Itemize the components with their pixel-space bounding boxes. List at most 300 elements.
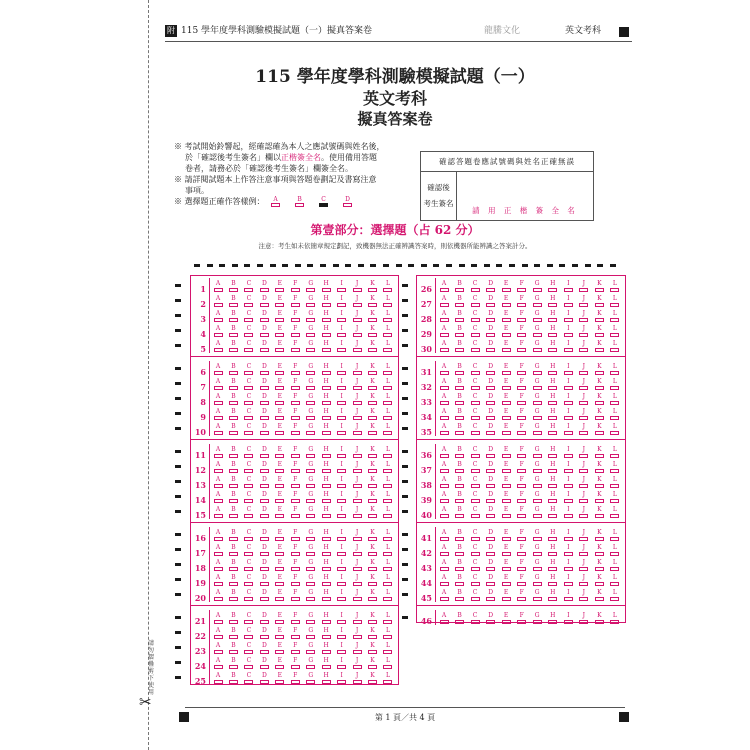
answer-bubble[interactable]: A (438, 364, 450, 376)
answer-bubble[interactable]: A (438, 560, 450, 572)
answer-bubble[interactable]: I (336, 673, 348, 685)
answer-bubble[interactable]: L (609, 560, 621, 572)
signature-field[interactable]: 請 用 正 楷 簽 全 名 (472, 206, 578, 215)
answer-bubble[interactable]: B (227, 311, 239, 323)
answer-bubble[interactable]: G (305, 296, 317, 308)
answer-bubble[interactable]: L (382, 477, 394, 489)
answer-bubble[interactable]: K (593, 311, 605, 323)
answer-bubble[interactable]: L (609, 530, 621, 542)
answer-bubble[interactable]: F (289, 424, 301, 436)
answer-bubble[interactable]: E (274, 296, 286, 308)
answer-bubble[interactable]: D (485, 530, 497, 542)
answer-bubble[interactable]: I (336, 281, 348, 293)
answer-bubble[interactable]: I (336, 326, 348, 338)
answer-bubble[interactable]: H (547, 281, 559, 293)
answer-bubble[interactable]: J (578, 296, 590, 308)
answer-bubble[interactable]: A (212, 673, 224, 685)
answer-bubble[interactable]: C (243, 409, 255, 421)
answer-bubble[interactable]: D (485, 590, 497, 602)
answer-bubble[interactable]: B (227, 424, 239, 436)
answer-bubble[interactable]: H (320, 628, 332, 640)
answer-bubble[interactable]: E (274, 341, 286, 353)
answer-bubble[interactable]: K (593, 326, 605, 338)
answer-bubble[interactable]: D (258, 379, 270, 391)
answer-bubble[interactable]: E (500, 613, 512, 625)
answer-bubble[interactable]: I (562, 545, 574, 557)
answer-bubble[interactable]: L (382, 575, 394, 587)
answer-bubble[interactable]: C (243, 424, 255, 436)
answer-bubble[interactable]: E (274, 628, 286, 640)
answer-bubble[interactable]: A (212, 613, 224, 625)
answer-bubble[interactable]: D (485, 394, 497, 406)
answer-bubble[interactable]: J (578, 590, 590, 602)
answer-bubble[interactable]: E (500, 394, 512, 406)
answer-bubble[interactable]: F (289, 447, 301, 459)
answer-bubble[interactable]: B (454, 530, 466, 542)
answer-bubble[interactable]: E (274, 281, 286, 293)
answer-bubble[interactable]: L (609, 590, 621, 602)
answer-bubble[interactable]: K (593, 281, 605, 293)
answer-bubble[interactable]: K (593, 364, 605, 376)
answer-bubble[interactable]: K (593, 590, 605, 602)
answer-bubble[interactable]: E (500, 326, 512, 338)
answer-bubble[interactable]: B (454, 613, 466, 625)
answer-bubble[interactable]: H (547, 364, 559, 376)
answer-bubble[interactable]: D (258, 409, 270, 421)
answer-bubble[interactable]: B (454, 477, 466, 489)
answer-bubble[interactable]: K (367, 447, 379, 459)
answer-bubble[interactable]: H (320, 409, 332, 421)
answer-bubble[interactable]: C (469, 379, 481, 391)
answer-bubble[interactable]: J (578, 326, 590, 338)
answer-bubble[interactable]: G (305, 424, 317, 436)
answer-bubble[interactable]: K (367, 613, 379, 625)
answer-bubble[interactable]: D (258, 628, 270, 640)
answer-bubble[interactable]: C (469, 507, 481, 519)
answer-bubble[interactable]: D (485, 424, 497, 436)
answer-bubble[interactable]: G (305, 281, 317, 293)
answer-bubble[interactable]: D (485, 462, 497, 474)
answer-bubble[interactable]: B (227, 613, 239, 625)
answer-bubble[interactable]: K (367, 424, 379, 436)
answer-bubble[interactable]: K (367, 560, 379, 572)
answer-bubble[interactable]: A (438, 326, 450, 338)
answer-bubble[interactable]: K (367, 394, 379, 406)
answer-bubble[interactable]: G (531, 281, 543, 293)
answer-bubble[interactable]: E (500, 364, 512, 376)
answer-bubble[interactable]: I (336, 462, 348, 474)
answer-bubble[interactable]: J (351, 507, 363, 519)
answer-bubble[interactable]: J (578, 477, 590, 489)
answer-bubble[interactable]: E (500, 545, 512, 557)
answer-bubble[interactable]: A (212, 643, 224, 655)
answer-bubble[interactable]: E (500, 575, 512, 587)
answer-bubble[interactable]: H (320, 394, 332, 406)
answer-bubble[interactable]: L (609, 613, 621, 625)
answer-bubble[interactable]: G (305, 658, 317, 670)
answer-bubble[interactable]: D (258, 462, 270, 474)
answer-bubble[interactable]: L (382, 560, 394, 572)
answer-bubble[interactable]: E (274, 424, 286, 436)
answer-bubble[interactable]: C (243, 394, 255, 406)
answer-bubble[interactable]: K (593, 560, 605, 572)
answer-bubble[interactable]: F (289, 281, 301, 293)
answer-bubble[interactable]: A (212, 296, 224, 308)
answer-bubble[interactable]: I (336, 409, 348, 421)
answer-bubble[interactable]: C (243, 628, 255, 640)
answer-bubble[interactable]: B (454, 311, 466, 323)
answer-bubble[interactable]: I (336, 424, 348, 436)
answer-bubble[interactable]: H (547, 296, 559, 308)
answer-bubble[interactable]: B (454, 379, 466, 391)
answer-bubble[interactable]: H (547, 545, 559, 557)
answer-bubble[interactable]: E (274, 560, 286, 572)
answer-bubble[interactable]: D (258, 311, 270, 323)
answer-bubble[interactable]: I (562, 575, 574, 587)
answer-bubble[interactable]: H (547, 507, 559, 519)
answer-bubble[interactable]: I (336, 643, 348, 655)
answer-bubble[interactable]: L (382, 409, 394, 421)
answer-bubble[interactable]: E (274, 326, 286, 338)
answer-bubble[interactable]: C (469, 462, 481, 474)
answer-bubble[interactable]: F (289, 673, 301, 685)
answer-bubble[interactable]: A (438, 575, 450, 587)
answer-bubble[interactable]: L (382, 613, 394, 625)
answer-bubble[interactable]: H (320, 590, 332, 602)
answer-bubble[interactable]: F (516, 326, 528, 338)
answer-bubble[interactable]: C (243, 477, 255, 489)
answer-bubble[interactable]: E (274, 545, 286, 557)
answer-bubble[interactable]: G (531, 364, 543, 376)
answer-bubble[interactable]: F (516, 311, 528, 323)
answer-bubble[interactable]: D (485, 613, 497, 625)
answer-bubble[interactable]: A (438, 447, 450, 459)
answer-bubble[interactable]: F (516, 424, 528, 436)
answer-bubble[interactable]: C (243, 492, 255, 504)
answer-bubble[interactable]: A (438, 379, 450, 391)
answer-bubble[interactable]: G (531, 492, 543, 504)
answer-bubble[interactable]: A (438, 281, 450, 293)
answer-bubble[interactable]: G (305, 394, 317, 406)
answer-bubble[interactable]: F (516, 462, 528, 474)
answer-bubble[interactable]: J (578, 530, 590, 542)
answer-bubble[interactable]: A (212, 394, 224, 406)
answer-bubble[interactable]: F (516, 507, 528, 519)
answer-bubble[interactable]: E (500, 462, 512, 474)
answer-bubble[interactable]: K (367, 492, 379, 504)
answer-bubble[interactable]: G (305, 364, 317, 376)
answer-bubble[interactable]: J (351, 590, 363, 602)
answer-bubble[interactable]: F (516, 613, 528, 625)
answer-bubble[interactable]: I (336, 628, 348, 640)
answer-bubble[interactable]: E (500, 311, 512, 323)
answer-bubble[interactable]: L (609, 364, 621, 376)
answer-bubble[interactable]: H (320, 530, 332, 542)
answer-bubble[interactable]: J (351, 613, 363, 625)
answer-bubble[interactable]: E (500, 409, 512, 421)
answer-bubble[interactable]: G (531, 590, 543, 602)
answer-bubble[interactable]: A (438, 507, 450, 519)
answer-bubble[interactable]: G (531, 545, 543, 557)
answer-bubble[interactable]: J (578, 545, 590, 557)
answer-bubble[interactable]: J (578, 447, 590, 459)
answer-bubble[interactable]: C (469, 447, 481, 459)
answer-bubble[interactable]: G (531, 341, 543, 353)
answer-bubble[interactable]: C (469, 477, 481, 489)
answer-bubble[interactable]: G (531, 394, 543, 406)
answer-bubble[interactable]: B (454, 507, 466, 519)
answer-bubble[interactable]: E (274, 673, 286, 685)
answer-bubble[interactable]: F (516, 394, 528, 406)
answer-bubble[interactable]: F (289, 341, 301, 353)
answer-bubble[interactable]: L (609, 296, 621, 308)
answer-bubble[interactable]: H (320, 326, 332, 338)
answer-bubble[interactable]: D (485, 560, 497, 572)
answer-bubble[interactable]: H (320, 575, 332, 587)
answer-bubble[interactable]: I (562, 507, 574, 519)
answer-bubble[interactable]: L (609, 477, 621, 489)
answer-bubble[interactable]: K (593, 379, 605, 391)
answer-bubble[interactable]: K (367, 673, 379, 685)
answer-bubble[interactable]: J (351, 379, 363, 391)
answer-bubble[interactable]: H (547, 477, 559, 489)
answer-bubble[interactable]: C (243, 462, 255, 474)
answer-bubble[interactable]: G (305, 492, 317, 504)
answer-bubble[interactable]: A (212, 628, 224, 640)
answer-bubble[interactable]: J (351, 530, 363, 542)
answer-bubble[interactable]: F (289, 560, 301, 572)
answer-bubble[interactable]: C (243, 296, 255, 308)
answer-bubble[interactable]: G (305, 341, 317, 353)
answer-bubble[interactable]: J (351, 628, 363, 640)
answer-bubble[interactable]: J (578, 281, 590, 293)
answer-bubble[interactable]: J (578, 462, 590, 474)
answer-bubble[interactable]: C (243, 613, 255, 625)
answer-bubble[interactable]: F (289, 477, 301, 489)
answer-bubble[interactable]: D (485, 575, 497, 587)
answer-bubble[interactable]: I (336, 379, 348, 391)
answer-bubble[interactable]: B (454, 409, 466, 421)
answer-bubble[interactable]: B (454, 560, 466, 572)
answer-bubble[interactable]: D (258, 447, 270, 459)
answer-bubble[interactable]: J (578, 311, 590, 323)
answer-bubble[interactable]: E (500, 530, 512, 542)
answer-bubble[interactable]: K (367, 409, 379, 421)
answer-bubble[interactable]: D (258, 643, 270, 655)
answer-bubble[interactable]: C (243, 530, 255, 542)
answer-bubble[interactable]: H (547, 341, 559, 353)
answer-bubble[interactable]: K (367, 462, 379, 474)
answer-bubble[interactable]: L (382, 296, 394, 308)
answer-bubble[interactable]: K (593, 424, 605, 436)
answer-bubble[interactable]: E (500, 341, 512, 353)
answer-bubble[interactable]: A (438, 409, 450, 421)
answer-bubble[interactable]: A (212, 311, 224, 323)
answer-bubble[interactable]: D (258, 296, 270, 308)
answer-bubble[interactable]: G (305, 311, 317, 323)
answer-bubble[interactable]: B (227, 477, 239, 489)
answer-bubble[interactable]: L (382, 673, 394, 685)
answer-bubble[interactable]: F (516, 364, 528, 376)
answer-bubble[interactable]: B (454, 590, 466, 602)
answer-bubble[interactable]: A (212, 326, 224, 338)
answer-bubble[interactable]: L (382, 628, 394, 640)
answer-bubble[interactable]: I (336, 613, 348, 625)
answer-bubble[interactable]: F (289, 628, 301, 640)
answer-bubble[interactable]: E (500, 379, 512, 391)
answer-bubble[interactable]: A (212, 341, 224, 353)
answer-bubble[interactable]: H (320, 658, 332, 670)
answer-bubble[interactable]: E (274, 590, 286, 602)
answer-bubble[interactable]: B (227, 341, 239, 353)
answer-bubble[interactable]: G (531, 379, 543, 391)
answer-bubble[interactable]: G (305, 628, 317, 640)
answer-bubble[interactable]: A (212, 530, 224, 542)
answer-bubble[interactable]: H (547, 560, 559, 572)
answer-bubble[interactable]: F (289, 311, 301, 323)
answer-bubble[interactable]: E (500, 424, 512, 436)
answer-bubble[interactable]: E (274, 492, 286, 504)
answer-bubble[interactable]: G (531, 507, 543, 519)
answer-bubble[interactable]: E (500, 560, 512, 572)
answer-bubble[interactable]: K (593, 613, 605, 625)
answer-bubble[interactable]: K (593, 545, 605, 557)
answer-bubble[interactable]: A (438, 545, 450, 557)
answer-bubble[interactable]: I (562, 379, 574, 391)
answer-bubble[interactable]: I (336, 545, 348, 557)
answer-bubble[interactable]: F (289, 545, 301, 557)
answer-bubble[interactable]: E (500, 477, 512, 489)
answer-bubble[interactable]: I (336, 447, 348, 459)
answer-bubble[interactable]: B (227, 628, 239, 640)
answer-bubble[interactable]: J (578, 394, 590, 406)
answer-bubble[interactable]: G (531, 311, 543, 323)
answer-bubble[interactable]: K (367, 477, 379, 489)
answer-bubble[interactable]: C (243, 364, 255, 376)
answer-bubble[interactable]: L (609, 379, 621, 391)
answer-bubble[interactable]: F (516, 379, 528, 391)
answer-bubble[interactable]: I (562, 341, 574, 353)
answer-bubble[interactable]: I (562, 530, 574, 542)
answer-bubble[interactable]: D (485, 447, 497, 459)
answer-bubble[interactable]: I (562, 462, 574, 474)
answer-bubble[interactable]: C (243, 379, 255, 391)
answer-bubble[interactable]: D (258, 590, 270, 602)
answer-bubble[interactable]: K (593, 409, 605, 421)
answer-bubble[interactable]: B (227, 379, 239, 391)
answer-bubble[interactable]: H (320, 424, 332, 436)
answer-bubble[interactable]: D (258, 545, 270, 557)
answer-bubble[interactable]: D (485, 379, 497, 391)
answer-bubble[interactable]: I (562, 424, 574, 436)
answer-bubble[interactable]: L (382, 507, 394, 519)
answer-bubble[interactable]: C (469, 613, 481, 625)
answer-bubble[interactable]: C (469, 364, 481, 376)
answer-bubble[interactable]: J (351, 281, 363, 293)
answer-bubble[interactable]: H (547, 462, 559, 474)
answer-bubble[interactable]: C (469, 424, 481, 436)
answer-bubble[interactable]: L (382, 394, 394, 406)
answer-bubble[interactable]: F (516, 590, 528, 602)
answer-bubble[interactable]: H (547, 311, 559, 323)
answer-bubble[interactable]: A (212, 364, 224, 376)
answer-bubble[interactable]: H (547, 613, 559, 625)
answer-bubble[interactable]: E (274, 658, 286, 670)
answer-bubble[interactable]: L (382, 545, 394, 557)
answer-bubble[interactable]: F (289, 326, 301, 338)
answer-bubble[interactable]: J (351, 326, 363, 338)
answer-bubble[interactable]: E (274, 613, 286, 625)
answer-bubble[interactable]: J (578, 409, 590, 421)
answer-bubble[interactable]: F (516, 409, 528, 421)
answer-bubble[interactable]: K (593, 530, 605, 542)
answer-bubble[interactable]: B (454, 281, 466, 293)
answer-bubble[interactable]: D (258, 424, 270, 436)
answer-bubble[interactable]: K (367, 628, 379, 640)
answer-bubble[interactable]: I (336, 311, 348, 323)
answer-bubble[interactable]: K (593, 296, 605, 308)
answer-bubble[interactable]: B (454, 447, 466, 459)
answer-bubble[interactable]: B (227, 326, 239, 338)
answer-bubble[interactable]: H (320, 281, 332, 293)
answer-bubble[interactable]: A (438, 590, 450, 602)
answer-bubble[interactable]: F (289, 364, 301, 376)
answer-bubble[interactable]: D (258, 326, 270, 338)
answer-bubble[interactable]: K (367, 530, 379, 542)
answer-bubble[interactable]: J (578, 507, 590, 519)
answer-bubble[interactable]: J (351, 643, 363, 655)
answer-bubble[interactable]: G (531, 447, 543, 459)
answer-bubble[interactable]: J (578, 575, 590, 587)
answer-bubble[interactable]: G (305, 462, 317, 474)
answer-bubble[interactable]: L (609, 424, 621, 436)
answer-bubble[interactable]: L (382, 462, 394, 474)
answer-bubble[interactable]: H (547, 379, 559, 391)
answer-bubble[interactable]: I (562, 311, 574, 323)
answer-bubble[interactable]: L (382, 658, 394, 670)
answer-bubble[interactable]: E (274, 364, 286, 376)
answer-bubble[interactable]: I (336, 394, 348, 406)
answer-bubble[interactable]: A (212, 575, 224, 587)
answer-bubble[interactable]: J (578, 492, 590, 504)
answer-bubble[interactable]: L (382, 643, 394, 655)
answer-bubble[interactable]: D (485, 492, 497, 504)
answer-bubble[interactable]: G (531, 575, 543, 587)
answer-bubble[interactable]: L (382, 326, 394, 338)
answer-bubble[interactable]: I (336, 590, 348, 602)
answer-bubble[interactable]: F (516, 492, 528, 504)
answer-bubble[interactable]: B (227, 394, 239, 406)
answer-bubble[interactable]: G (305, 409, 317, 421)
answer-bubble[interactable]: C (243, 507, 255, 519)
answer-bubble[interactable]: B (227, 296, 239, 308)
answer-bubble[interactable]: C (469, 311, 481, 323)
answer-bubble[interactable]: B (454, 492, 466, 504)
answer-bubble[interactable]: K (593, 477, 605, 489)
answer-bubble[interactable]: C (469, 545, 481, 557)
answer-bubble[interactable]: H (320, 673, 332, 685)
answer-bubble[interactable]: L (609, 409, 621, 421)
answer-bubble[interactable]: J (351, 424, 363, 436)
answer-bubble[interactable]: H (547, 590, 559, 602)
answer-bubble[interactable]: E (274, 477, 286, 489)
answer-bubble[interactable]: B (454, 326, 466, 338)
answer-bubble[interactable]: H (547, 424, 559, 436)
answer-bubble[interactable]: F (516, 341, 528, 353)
answer-bubble[interactable]: L (609, 507, 621, 519)
answer-bubble[interactable]: B (227, 492, 239, 504)
answer-bubble[interactable]: H (320, 364, 332, 376)
